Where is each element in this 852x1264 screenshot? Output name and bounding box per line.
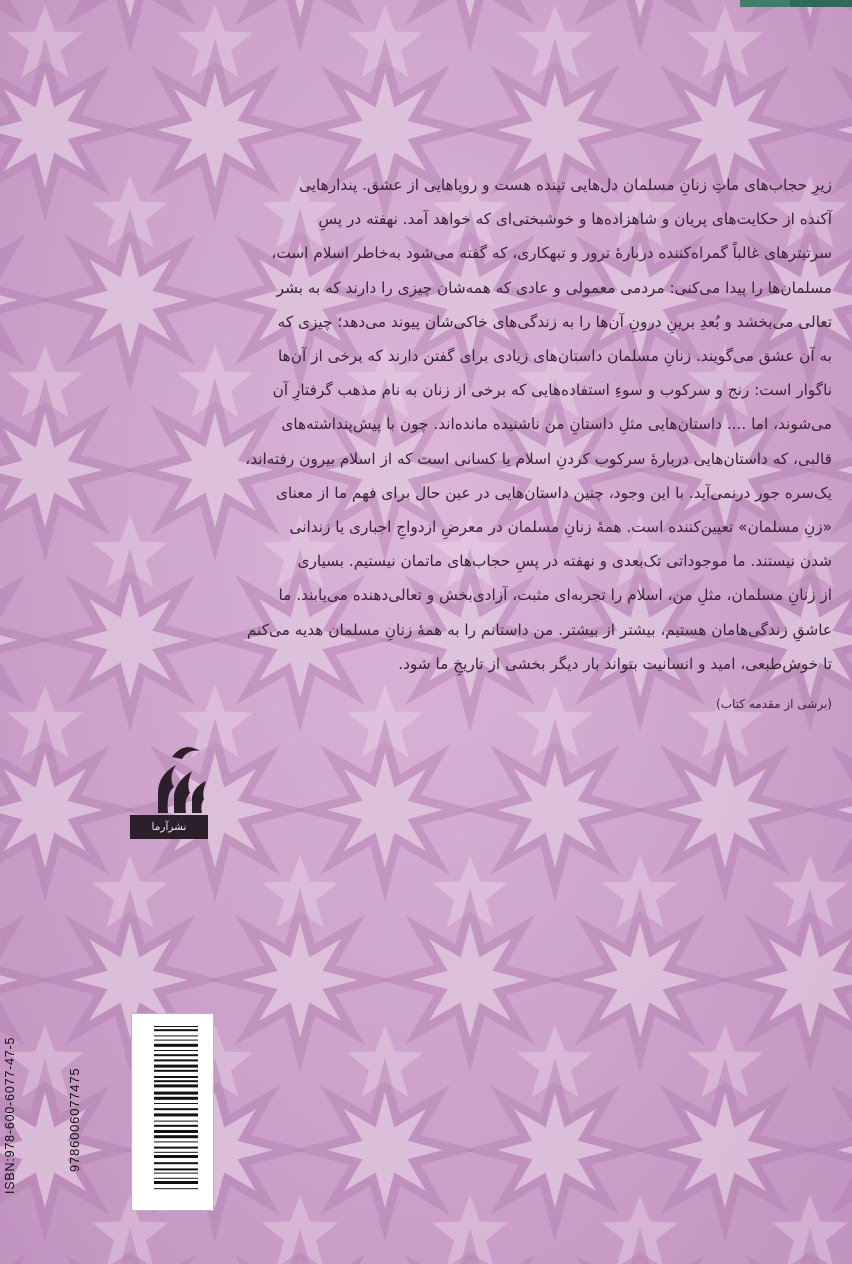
barcode-block	[131, 1013, 214, 1211]
blurb-line: «زنِ مسلمان» تعیین‌کننده است. همهٔ زنانِ مسلمان در معرضِ ازدواجِ اجباری یا زندانی	[289, 518, 832, 537]
barcode-bar	[154, 1076, 198, 1078]
barcode-bar	[154, 1181, 198, 1184]
source-note: (برشی از مقدمه کتاب)	[716, 697, 832, 711]
barcode-bar	[154, 1130, 198, 1133]
barcode-bar	[154, 1026, 198, 1027]
isbn-text: ISBN:978-600-6077-47-5	[3, 1036, 17, 1194]
barcode-bar	[154, 1168, 198, 1170]
barcode-bar	[154, 1121, 198, 1122]
pattern-star	[208, 1228, 392, 1264]
blurb-line: شدن نیستند. ما موجوداتی تک‌بعدی و نهفته در پسِ حجاب‌های ماتمان نیستیم. بسیاری	[297, 552, 832, 571]
pattern-star	[497, 752, 613, 868]
blurb-line: می‌شوند، اما .... داستان‌هایی مثلِ داستانِ من ناشنیده مانده‌اند. چون با پیش‌پنداشته‌های	[281, 415, 832, 434]
barcode-bar	[154, 1059, 198, 1061]
barcode-bar	[154, 1147, 198, 1149]
publisher-name: نشرآرما	[130, 815, 208, 839]
pattern-star	[38, 1228, 222, 1264]
barcode-bar	[154, 1135, 198, 1138]
blurb-line: به آن عشق می‌گویند. زنانِ مسلمان داستان‌های زیادی برای گفتن دارند که برخی از آن‌ها	[278, 347, 832, 366]
blurb-line: زیرِ حجاب‌های ماتِ زنانِ مسلمان دل‌هایی تپنده هست و رویاهایی از عشق. پندارهایی	[298, 176, 832, 194]
barcode-bar	[154, 1162, 198, 1164]
barcode-bar	[154, 1173, 198, 1174]
barcode-bar	[154, 1141, 198, 1142]
barcode-bar	[154, 1092, 198, 1095]
pattern-star	[242, 922, 358, 1038]
barcode-bar	[154, 1054, 198, 1056]
barcode-bar	[154, 1084, 198, 1087]
pattern-star	[667, 752, 783, 868]
barcode-bar	[154, 1044, 198, 1047]
ean-digits: 9786006077475	[67, 1067, 82, 1172]
barcode-bar	[154, 1050, 198, 1051]
barcode-bar	[154, 1040, 198, 1041]
pattern-star	[667, 1092, 783, 1208]
barcode-bar	[154, 1125, 198, 1127]
blurb-line: تا خوش‌طبعی، امید و انسانیت بتواند بار دیگر بخشی از تاریخِ ما شود.	[398, 654, 832, 673]
blurb-line: آکنده از حکایت‌های پریان و شاهزاده‌ها و خوشبختی‌ای که خواهد آمد. نهفته در پسِ	[318, 210, 832, 229]
barcode-bar	[154, 1188, 198, 1189]
barcode-bar	[154, 1080, 198, 1082]
pattern-star	[327, 752, 443, 868]
barcode-bar	[154, 1152, 198, 1153]
barcode-bar	[154, 1097, 198, 1100]
pattern-star	[412, 922, 528, 1038]
barcode-bar	[154, 1155, 198, 1158]
blurb-line: عاشقِ زندگی‌هامان هستیم، بیشتر از بیشتر. من داستانم را به همهٔ زنانِ مسلمان هدیه می‌کنم	[246, 620, 832, 639]
pattern-star	[548, 1228, 732, 1264]
barcode-bar	[154, 1035, 198, 1036]
barcode-bar	[154, 1108, 198, 1110]
blurb-line: تعالی می‌بخشد و بُعدِ برینِ درونِ آن‌ها را به زندگی‌های خاکی‌شان پیوند می‌دهد؛ چیزی که	[277, 312, 832, 331]
cover-edge-strip-dark	[790, 0, 852, 7]
barcode-bar	[154, 1113, 198, 1116]
pattern-star	[497, 1092, 613, 1208]
pattern-star	[582, 922, 698, 1038]
blurb-text	[120, 168, 832, 681]
blurb-line: یک‌سره جور درنمی‌آید. با این وجود، چنین داستان‌هایی در عین حال برای فهم ما از معنای	[276, 483, 832, 502]
blurb-line: قالبی، که داستان‌هایی دربارهٔ سرکوب کردنِ اسلام یا کسانی است که از اسلام بیرون رفته‌اند،	[245, 449, 832, 468]
blurb-line: از زنانِ مسلمان، مثلِ من، اسلام را تجربه‌ای مثبت، آزادی‌بخش و تعالی‌دهنده می‌یابند. ما	[278, 586, 832, 605]
blurb-line: مسلمان‌ها را پیدا می‌کنی: مردمی معمولی و عادی که همه‌شان چیزی را دارند که به بشر	[276, 278, 832, 297]
blurb-line: ناگوار است: رنج و سرکوب و سوءِ استفاده‌هایی که برخی از زنان به نام مذهب گرفتارِ آن	[272, 381, 832, 400]
barcode-bar	[154, 1178, 198, 1179]
barcode-bars	[132, 1014, 213, 1210]
barcode-bar	[154, 1029, 198, 1031]
pattern-star	[327, 1092, 443, 1208]
blurb-line: سرتیترهای غالباً گمراه‌کننده دربارهٔ ترور و تبهکاری، که گفته می‌شود به‌خاطر اسلام است،	[271, 244, 832, 263]
barcode-bar	[154, 1070, 198, 1072]
barcode-bar	[154, 1065, 198, 1068]
barcode-bar	[154, 1103, 198, 1104]
pattern-star	[378, 1228, 562, 1264]
